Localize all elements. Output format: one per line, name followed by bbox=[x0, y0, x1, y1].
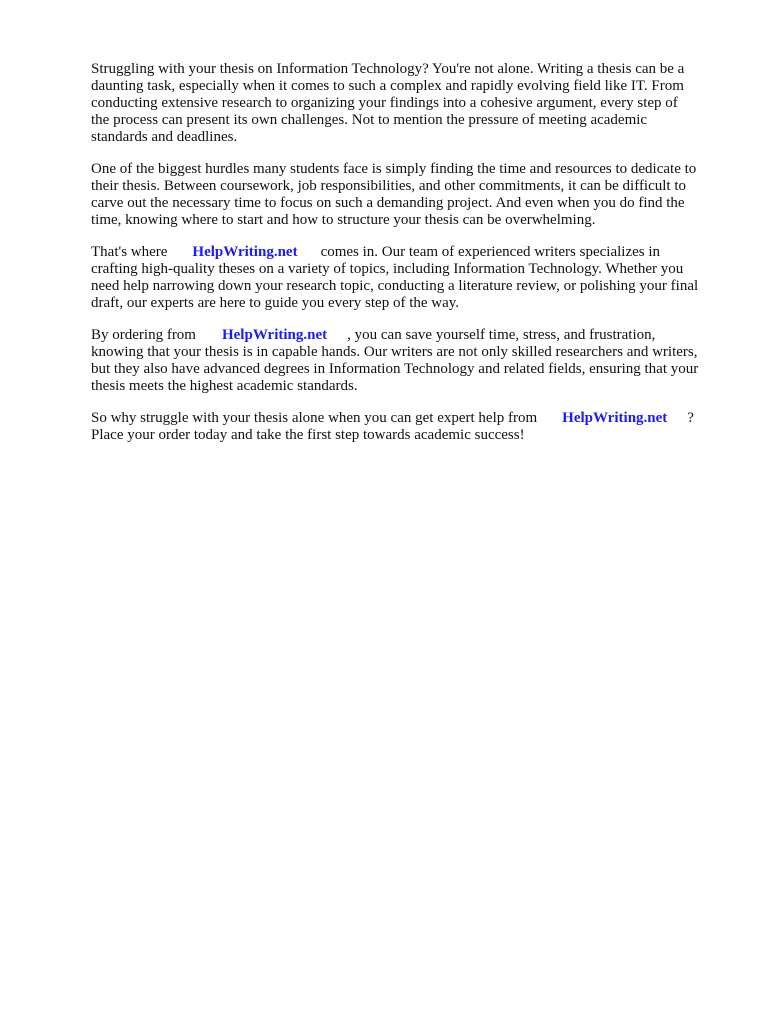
paragraph-line-with-link bbox=[91, 410, 731, 427]
paragraph-5 bbox=[91, 410, 731, 444]
paragraph-line: draft, our experts are here to guide you every step of the way. bbox=[91, 295, 460, 311]
paragraph-line: Place your order today and take the first step towards academic success! bbox=[91, 427, 525, 443]
paragraph-line: knowing that your thesis is in capable hands. Our writers are not only skilled researchers and writers, bbox=[91, 344, 698, 360]
helpwriting-link[interactable]: HelpWriting.net bbox=[192, 244, 298, 260]
paragraph-line: daunting task, especially when it comes to such a complex and rapidly evolving field like IT. From bbox=[91, 78, 684, 94]
paragraph-line: need help narrowing down your research topic, conducting a literature review, or polishing your final bbox=[91, 278, 699, 294]
paragraph-line-with-link bbox=[91, 244, 731, 261]
line-text-before-link: By ordering from bbox=[91, 327, 196, 343]
paragraph-line: thesis meets the highest academic standards. bbox=[91, 378, 358, 394]
paragraph-1 bbox=[91, 61, 731, 146]
helpwriting-link[interactable]: HelpWriting.net bbox=[562, 410, 668, 426]
line-text-after-link: ? bbox=[687, 410, 694, 426]
document-page bbox=[91, 61, 731, 459]
paragraph-line: but they also have advanced degrees in Information Technology and related fields, ensuring that your bbox=[91, 361, 699, 377]
paragraph-line: conducting extensive research to organizing your findings into a cohesive argument, every step of bbox=[91, 95, 678, 111]
paragraph-line-with-link bbox=[91, 327, 731, 344]
paragraph-line: One of the biggest hurdles many students face is simply finding the time and resources to dedicate to bbox=[91, 161, 697, 177]
paragraph-line: Struggling with your thesis on Information Technology? You're not alone. Writing a thesis can be a bbox=[91, 61, 685, 77]
line-text-before-link: That's where bbox=[91, 244, 168, 260]
line-text-after-link: comes in. Our team of experienced writers specializes in bbox=[320, 244, 661, 260]
paragraph-line: the process can present its own challenges. Not to mention the pressure of meeting academic bbox=[91, 112, 648, 128]
paragraph-2 bbox=[91, 161, 731, 229]
paragraph-line: time, knowing where to start and how to structure your thesis can be overwhelming. bbox=[91, 212, 596, 228]
paragraph-line: standards and deadlines. bbox=[91, 129, 238, 145]
paragraph-line: crafting high-quality theses on a variety of topics, including Information Technology. Whether you bbox=[91, 261, 684, 277]
paragraph-3 bbox=[91, 244, 731, 312]
helpwriting-link[interactable]: HelpWriting.net bbox=[221, 327, 328, 343]
line-text-before-link: So why struggle with your thesis alone when you can get expert help from bbox=[91, 410, 538, 426]
paragraph-line: carve out the necessary time to focus on such a demanding project. And even when you do find the bbox=[91, 195, 685, 211]
paragraph-line: their thesis. Between coursework, job responsibilities, and other commitments, it can be difficult to bbox=[91, 178, 687, 194]
paragraph-4 bbox=[91, 327, 731, 395]
line-text-after-link: , you can save yourself time, stress, and frustration, bbox=[347, 327, 656, 343]
